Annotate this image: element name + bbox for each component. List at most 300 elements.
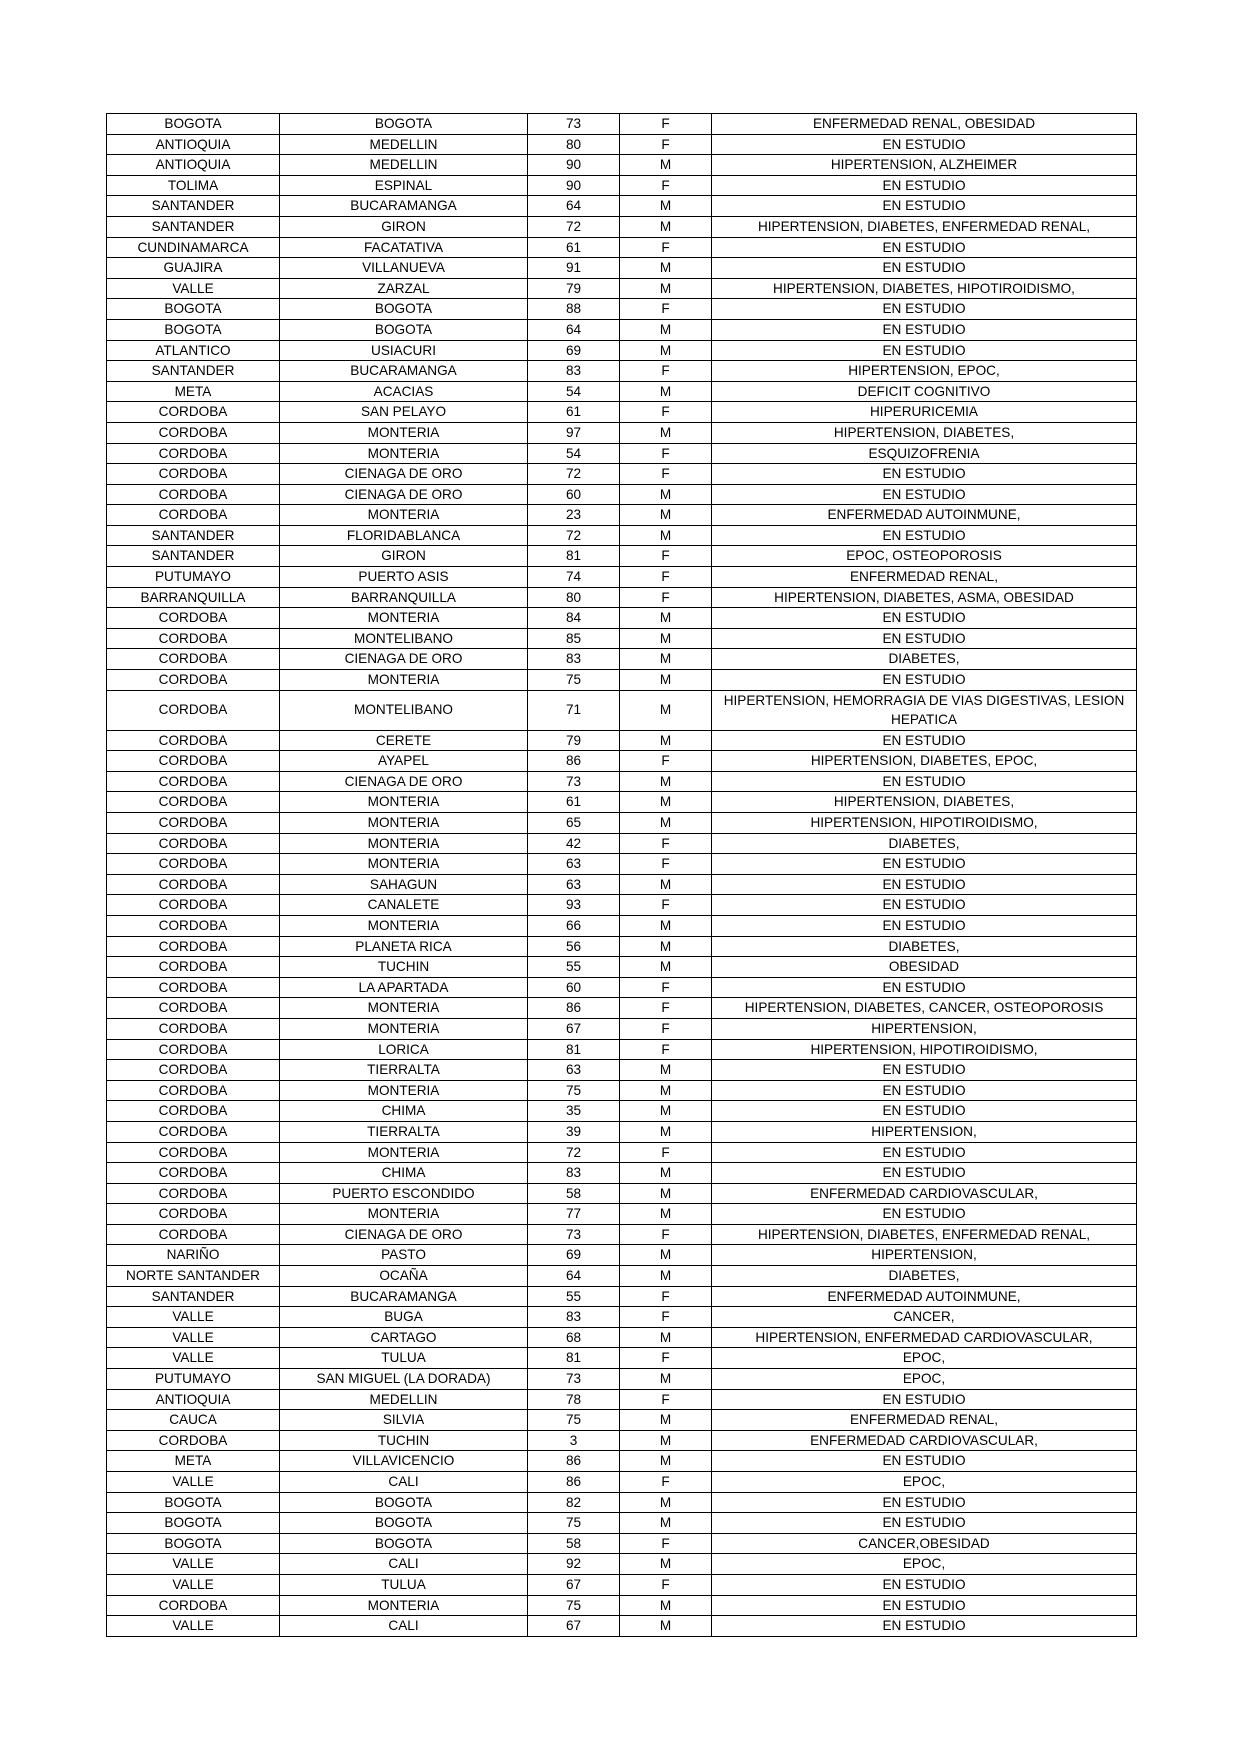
table-row [107,299,1137,320]
department-cell: CORDOBA [107,1163,280,1184]
condition-cell: HIPERTENSION, HIPOTIROIDISMO, [712,813,1137,834]
age-cell: 78 [528,1389,620,1410]
age-cell: 88 [528,299,620,320]
table-row [107,464,1137,485]
age-cell: 75 [528,1513,620,1534]
table-row [107,895,1137,916]
age-cell: 69 [528,1245,620,1266]
municipality-cell: MONTERIA [280,915,528,936]
sex-cell: M [620,628,712,649]
sex-cell: F [620,854,712,875]
age-cell: 39 [528,1121,620,1142]
age-cell: 54 [528,443,620,464]
condition-cell: EN ESTUDIO [712,319,1137,340]
sex-cell: F [620,175,712,196]
municipality-cell: PUERTO ESCONDIDO [280,1183,528,1204]
table-row [107,1060,1137,1081]
department-cell: SANTANDER [107,1286,280,1307]
table-row [107,874,1137,895]
sex-cell: M [620,484,712,505]
age-cell: 64 [528,319,620,340]
sex-cell: M [620,1513,712,1534]
table-row [107,998,1137,1019]
table-row [107,792,1137,813]
table-row [107,1554,1137,1575]
municipality-cell: CIENAGA DE ORO [280,1224,528,1245]
department-cell: NARIÑO [107,1245,280,1266]
age-cell: 75 [528,1410,620,1431]
age-cell: 86 [528,1451,620,1472]
sex-cell: M [620,1595,712,1616]
sex-cell: M [620,690,712,730]
municipality-cell: TUCHIN [280,1430,528,1451]
condition-cell: DIABETES, [712,1266,1137,1287]
condition-cell: DIABETES, [712,833,1137,854]
age-cell: 83 [528,1163,620,1184]
municipality-cell: BOGOTA [280,1513,528,1534]
table-row [107,1327,1137,1348]
department-cell: CORDOBA [107,792,280,813]
table-row [107,587,1137,608]
sex-cell: F [620,998,712,1019]
table-row [107,1142,1137,1163]
condition-cell: HIPERTENSION, DIABETES, [712,792,1137,813]
condition-cell: EN ESTUDIO [712,1492,1137,1513]
age-cell: 81 [528,546,620,567]
age-cell: 56 [528,936,620,957]
table-row [107,175,1137,196]
municipality-cell: FACATATIVA [280,237,528,258]
table-row [107,833,1137,854]
age-cell: 63 [528,874,620,895]
sex-cell: F [620,977,712,998]
table-row [107,1307,1137,1328]
sex-cell: F [620,1472,712,1493]
condition-cell: HIPERTENSION, HEMORRAGIA DE VIAS DIGESTIVAS, LESION HEPATICA [712,690,1137,730]
age-cell: 86 [528,751,620,772]
department-cell: CORDOBA [107,854,280,875]
municipality-cell: TULUA [280,1348,528,1369]
sex-cell: M [620,1616,712,1637]
age-cell: 64 [528,196,620,217]
condition-cell: EN ESTUDIO [712,977,1137,998]
age-cell: 55 [528,1286,620,1307]
age-cell: 65 [528,813,620,834]
department-cell: CORDOBA [107,1039,280,1060]
condition-cell: EPOC, OSTEOPOROSIS [712,546,1137,567]
department-cell: CORDOBA [107,936,280,957]
municipality-cell: CHIMA [280,1163,528,1184]
table-row [107,361,1137,382]
municipality-cell: MONTELIBANO [280,628,528,649]
cases-table [106,113,1137,1637]
age-cell: 72 [528,1142,620,1163]
condition-cell: EN ESTUDIO [712,1616,1137,1637]
sex-cell: M [620,196,712,217]
condition-cell: EPOC, [712,1472,1137,1493]
municipality-cell: TUCHIN [280,957,528,978]
department-cell: NORTE SANTANDER [107,1266,280,1287]
table-row [107,114,1137,135]
table-row [107,1183,1137,1204]
condition-cell: HIPERTENSION, DIABETES, HIPOTIROIDISMO, [712,278,1137,299]
table-row [107,936,1137,957]
sex-cell: F [620,361,712,382]
sex-cell: F [620,1142,712,1163]
municipality-cell: CERETE [280,730,528,751]
table-row [107,567,1137,588]
sex-cell: M [620,1430,712,1451]
department-cell: CORDOBA [107,484,280,505]
department-cell: BARRANQUILLA [107,587,280,608]
department-cell: CORDOBA [107,443,280,464]
table-row [107,278,1137,299]
table-row [107,1369,1137,1390]
condition-cell: EN ESTUDIO [712,237,1137,258]
condition-cell: ENFERMEDAD AUTOINMUNE, [712,505,1137,526]
department-cell: CORDOBA [107,1430,280,1451]
age-cell: 61 [528,402,620,423]
sex-cell: F [620,1533,712,1554]
age-cell: 68 [528,1327,620,1348]
department-cell: META [107,1451,280,1472]
sex-cell: M [620,216,712,237]
condition-cell: EN ESTUDIO [712,608,1137,629]
municipality-cell: MEDELLIN [280,155,528,176]
table-row [107,957,1137,978]
condition-cell: HIPERTENSION, EPOC, [712,361,1137,382]
municipality-cell: FLORIDABLANCA [280,525,528,546]
table-row [107,1121,1137,1142]
table-row [107,381,1137,402]
sex-cell: F [620,114,712,135]
condition-cell: EN ESTUDIO [712,299,1137,320]
condition-cell: DEFICIT COGNITIVO [712,381,1137,402]
department-cell: CORDOBA [107,895,280,916]
department-cell: CORDOBA [107,505,280,526]
condition-cell: EN ESTUDIO [712,628,1137,649]
municipality-cell: PLANETA RICA [280,936,528,957]
age-cell: 75 [528,670,620,691]
age-cell: 83 [528,1307,620,1328]
department-cell: PUTUMAYO [107,1369,280,1390]
department-cell: CORDOBA [107,1224,280,1245]
table-row [107,525,1137,546]
municipality-cell: MONTERIA [280,1080,528,1101]
municipality-cell: PUERTO ASIS [280,567,528,588]
municipality-cell: CALI [280,1554,528,1575]
age-cell: 72 [528,216,620,237]
condition-cell: HIPERTENSION, [712,1245,1137,1266]
municipality-cell: MONTERIA [280,1142,528,1163]
age-cell: 66 [528,915,620,936]
condition-cell: EN ESTUDIO [712,464,1137,485]
table-row [107,319,1137,340]
department-cell: CORDOBA [107,1121,280,1142]
sex-cell: M [620,1266,712,1287]
department-cell: BOGOTA [107,114,280,135]
municipality-cell: SILVIA [280,1410,528,1431]
department-cell: CORDOBA [107,915,280,936]
department-cell: CORDOBA [107,649,280,670]
age-cell: 72 [528,525,620,546]
sex-cell: F [620,1224,712,1245]
sex-cell: F [620,567,712,588]
sex-cell: F [620,1039,712,1060]
municipality-cell: SAN PELAYO [280,402,528,423]
municipality-cell: MONTERIA [280,998,528,1019]
department-cell: META [107,381,280,402]
condition-cell: EN ESTUDIO [712,670,1137,691]
table-row [107,1163,1137,1184]
department-cell: CORDOBA [107,402,280,423]
age-cell: 67 [528,1018,620,1039]
age-cell: 80 [528,134,620,155]
department-cell: ANTIOQUIA [107,134,280,155]
age-cell: 61 [528,237,620,258]
department-cell: SANTANDER [107,525,280,546]
age-cell: 74 [528,567,620,588]
municipality-cell: MONTERIA [280,1204,528,1225]
department-cell: BOGOTA [107,1533,280,1554]
table-row [107,1080,1137,1101]
age-cell: 73 [528,114,620,135]
municipality-cell: LORICA [280,1039,528,1060]
department-cell: BOGOTA [107,319,280,340]
condition-cell: EN ESTUDIO [712,1163,1137,1184]
municipality-cell: TULUA [280,1574,528,1595]
department-cell: CORDOBA [107,751,280,772]
condition-cell: EN ESTUDIO [712,1080,1137,1101]
age-cell: 60 [528,484,620,505]
sex-cell: F [620,402,712,423]
table-row [107,1533,1137,1554]
condition-cell: HIPERTENSION, ALZHEIMER [712,155,1137,176]
municipality-cell: CANALETE [280,895,528,916]
department-cell: CORDOBA [107,422,280,443]
document-page [106,113,1136,1637]
age-cell: 55 [528,957,620,978]
condition-cell: CANCER, [712,1307,1137,1328]
sex-cell: M [620,1183,712,1204]
age-cell: 54 [528,381,620,402]
condition-cell: HIPERTENSION, DIABETES, EPOC, [712,751,1137,772]
condition-cell: HIPERTENSION, DIABETES, CANCER, OSTEOPOROSIS [712,998,1137,1019]
condition-cell: EN ESTUDIO [712,1142,1137,1163]
table-row [107,1018,1137,1039]
table-row [107,670,1137,691]
municipality-cell: AYAPEL [280,751,528,772]
condition-cell: EN ESTUDIO [712,1451,1137,1472]
sex-cell: F [620,833,712,854]
department-cell: VALLE [107,1616,280,1637]
department-cell: VALLE [107,1307,280,1328]
condition-cell: EN ESTUDIO [712,1574,1137,1595]
department-cell: CORDOBA [107,730,280,751]
condition-cell: HIPERTENSION, DIABETES, ASMA, OBESIDAD [712,587,1137,608]
table-row [107,771,1137,792]
sex-cell: M [620,1060,712,1081]
age-cell: 81 [528,1348,620,1369]
department-cell: ANTIOQUIA [107,1389,280,1410]
sex-cell: M [620,1369,712,1390]
department-cell: SANTANDER [107,196,280,217]
condition-cell: EN ESTUDIO [712,1595,1137,1616]
age-cell: 61 [528,792,620,813]
table-row [107,1472,1137,1493]
age-cell: 85 [528,628,620,649]
table-row [107,1574,1137,1595]
department-cell: ANTIOQUIA [107,155,280,176]
department-cell: CORDOBA [107,1060,280,1081]
age-cell: 63 [528,1060,620,1081]
sex-cell: M [620,649,712,670]
condition-cell: HIPERTENSION, DIABETES, [712,422,1137,443]
municipality-cell: BOGOTA [280,299,528,320]
table-row [107,730,1137,751]
table-row [107,1513,1137,1534]
municipality-cell: TIERRALTA [280,1121,528,1142]
table-row [107,546,1137,567]
sex-cell: F [620,1348,712,1369]
department-cell: CUNDINAMARCA [107,237,280,258]
condition-cell: HIPERTENSION, [712,1121,1137,1142]
sex-cell: M [620,319,712,340]
age-cell: 60 [528,977,620,998]
municipality-cell: USIACURI [280,340,528,361]
sex-cell: F [620,1389,712,1410]
municipality-cell: ESPINAL [280,175,528,196]
table-row [107,649,1137,670]
condition-cell: EN ESTUDIO [712,1389,1137,1410]
table-row [107,505,1137,526]
table-body [107,114,1137,1637]
table-row [107,854,1137,875]
condition-cell: HIPERTENSION, HIPOTIROIDISMO, [712,1039,1137,1060]
condition-cell: EN ESTUDIO [712,258,1137,279]
department-cell: CORDOBA [107,998,280,1019]
table-row [107,258,1137,279]
department-cell: CORDOBA [107,874,280,895]
municipality-cell: BUGA [280,1307,528,1328]
municipality-cell: CIENAGA DE ORO [280,464,528,485]
sex-cell: M [620,730,712,751]
sex-cell: F [620,546,712,567]
sex-cell: M [620,525,712,546]
municipality-cell: MEDELLIN [280,134,528,155]
department-cell: VALLE [107,1554,280,1575]
department-cell: CORDOBA [107,1595,280,1616]
age-cell: 75 [528,1080,620,1101]
department-cell: CORDOBA [107,670,280,691]
age-cell: 79 [528,278,620,299]
municipality-cell: MONTERIA [280,792,528,813]
department-cell: CORDOBA [107,1183,280,1204]
department-cell: BOGOTA [107,299,280,320]
sex-cell: F [620,1018,712,1039]
age-cell: 83 [528,649,620,670]
age-cell: 97 [528,422,620,443]
sex-cell: M [620,936,712,957]
department-cell: CAUCA [107,1410,280,1431]
condition-cell: OBESIDAD [712,957,1137,978]
table-row [107,813,1137,834]
table-row [107,1389,1137,1410]
condition-cell: HIPERTENSION, DIABETES, ENFERMEDAD RENAL, [712,1224,1137,1245]
municipality-cell: CALI [280,1616,528,1637]
table-row [107,1204,1137,1225]
table-row [107,484,1137,505]
condition-cell: EN ESTUDIO [712,1060,1137,1081]
condition-cell: HIPERTENSION, [712,1018,1137,1039]
sex-cell: F [620,1574,712,1595]
age-cell: 82 [528,1492,620,1513]
condition-cell: EPOC, [712,1554,1137,1575]
municipality-cell: OCAÑA [280,1266,528,1287]
department-cell: BOGOTA [107,1492,280,1513]
table-row [107,1245,1137,1266]
sex-cell: M [620,278,712,299]
condition-cell: ENFERMEDAD RENAL, OBESIDAD [712,114,1137,135]
sex-cell: F [620,299,712,320]
municipality-cell: SAHAGUN [280,874,528,895]
municipality-cell: MONTERIA [280,854,528,875]
condition-cell: HIPERTENSION, ENFERMEDAD CARDIOVASCULAR, [712,1327,1137,1348]
department-cell: ATLANTICO [107,340,280,361]
department-cell: CORDOBA [107,464,280,485]
table-row [107,628,1137,649]
condition-cell: EN ESTUDIO [712,915,1137,936]
table-row [107,402,1137,423]
sex-cell: M [620,1121,712,1142]
municipality-cell: CHIMA [280,1101,528,1122]
department-cell: SANTANDER [107,361,280,382]
age-cell: 58 [528,1183,620,1204]
department-cell: SANTANDER [107,546,280,567]
age-cell: 90 [528,175,620,196]
department-cell: CORDOBA [107,957,280,978]
table-row [107,1286,1137,1307]
age-cell: 35 [528,1101,620,1122]
department-cell: TOLIMA [107,175,280,196]
condition-cell: EN ESTUDIO [712,854,1137,875]
sex-cell: M [620,1492,712,1513]
table-row [107,340,1137,361]
department-cell: CORDOBA [107,608,280,629]
department-cell: VALLE [107,1327,280,1348]
condition-cell: ENFERMEDAD RENAL, [712,1410,1137,1431]
condition-cell: ENFERMEDAD CARDIOVASCULAR, [712,1430,1137,1451]
age-cell: 73 [528,1369,620,1390]
table-row [107,608,1137,629]
municipality-cell: BUCARAMANGA [280,1286,528,1307]
condition-cell: ENFERMEDAD CARDIOVASCULAR, [712,1183,1137,1204]
condition-cell: ENFERMEDAD AUTOINMUNE, [712,1286,1137,1307]
condition-cell: CANCER,OBESIDAD [712,1533,1137,1554]
condition-cell: EN ESTUDIO [712,730,1137,751]
department-cell: VALLE [107,1574,280,1595]
sex-cell: M [620,1245,712,1266]
condition-cell: EN ESTUDIO [712,525,1137,546]
sex-cell: M [620,771,712,792]
table-row [107,1101,1137,1122]
table-row [107,196,1137,217]
sex-cell: M [620,1451,712,1472]
municipality-cell: CIENAGA DE ORO [280,649,528,670]
table-row [107,915,1137,936]
municipality-cell: ACACIAS [280,381,528,402]
department-cell: SANTANDER [107,216,280,237]
